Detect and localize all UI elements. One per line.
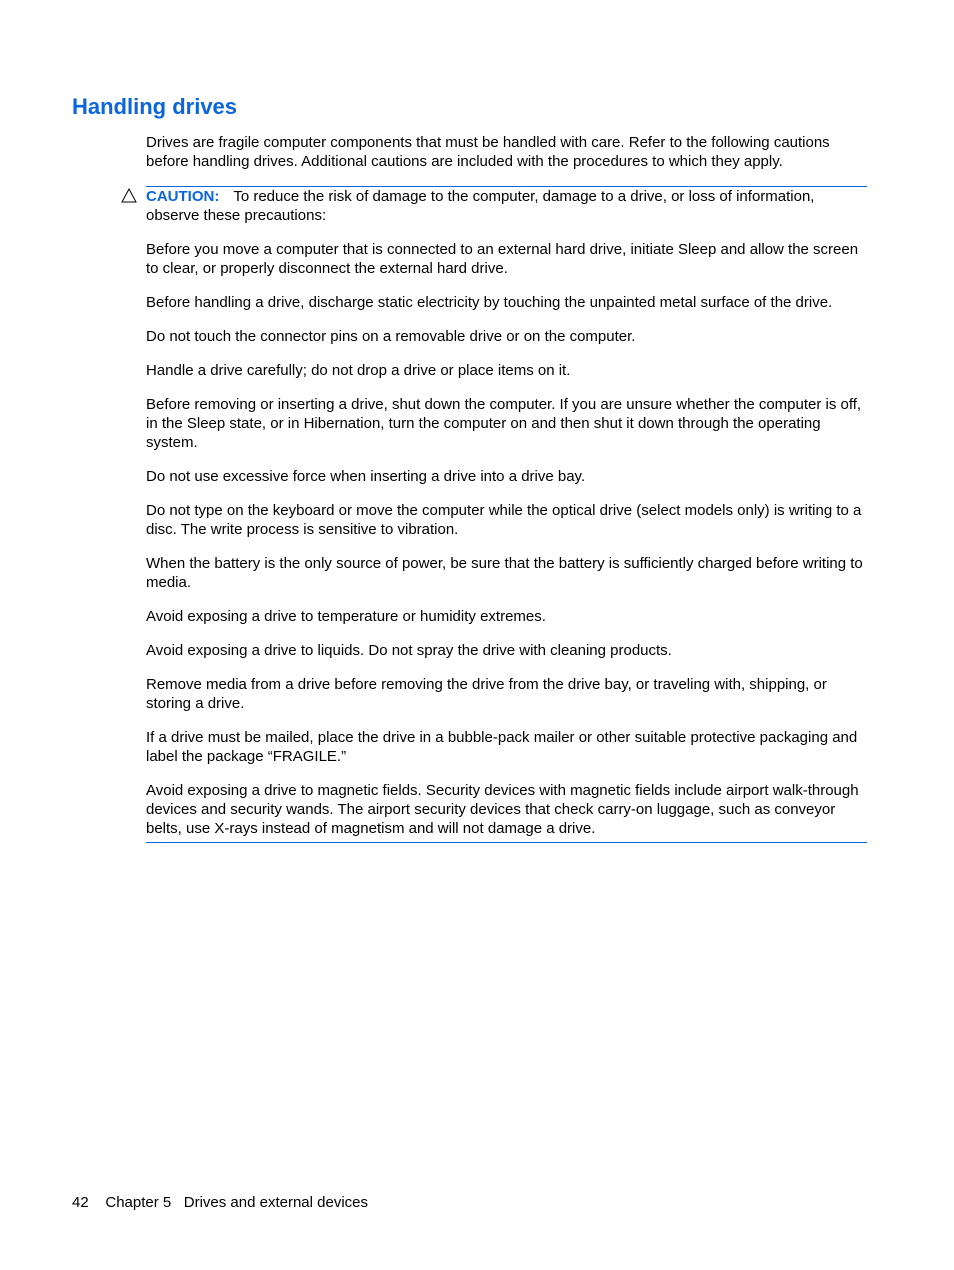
caution-item: Remove media from a drive before removing the drive from the drive bay, or traveling with, shipping, or storing a drive. xyxy=(146,676,827,712)
caution-item: Before handling a drive, discharge static electricity by touching the unpainted metal surface of the drive. xyxy=(146,294,833,311)
caution-item: Do not touch the connector pins on a removable drive or on the computer. xyxy=(146,328,636,345)
caution-item: If a drive must be mailed, place the drive in a bubble-pack mailer or other suitable protective packaging and label the package “FRAGILE.” xyxy=(146,729,858,765)
caution-item: Avoid exposing a drive to magnetic fields. Security devices with magnetic fields include airport walk-through devices and security wands. The airport security devices that check carry-on luggage, such as conveyor belts, use X-rays instead of magnetism and will not damage a drive. xyxy=(146,782,859,837)
footer-chapter-title: Drives and external devices xyxy=(183,1194,369,1211)
footer-chapter: Chapter 5 xyxy=(105,1194,172,1211)
page-footer xyxy=(72,1193,368,1212)
caution-item: Do not type on the keyboard or move the computer while the optical drive (select models only) is writing to a disc. The write process is sensitive to vibration. xyxy=(146,502,862,538)
caution-item: Handle a drive carefully; do not drop a drive or place items on it. xyxy=(146,362,571,379)
intro-paragraph: Drives are fragile computer components that must be handled with care. Refer to the following cautions before handling drives. Additional cautions are included with the procedures to which they apply. xyxy=(146,134,830,170)
caution-lead xyxy=(146,187,867,225)
caution-box xyxy=(146,186,867,843)
caution-item: Avoid exposing a drive to temperature or humidity extremes. xyxy=(146,608,546,625)
page-title: Handling drives xyxy=(72,94,238,119)
caution-item: When the battery is the only source of power, be sure that the battery is sufficiently charged before writing to media. xyxy=(146,555,863,591)
caution-lead-text: To reduce the risk of damage to the computer, damage to a drive, or loss of information, observe these precautions: xyxy=(146,188,815,224)
page-number: 42 xyxy=(72,1194,89,1211)
warning-triangle-icon xyxy=(121,188,137,203)
caution-item: Avoid exposing a drive to liquids. Do not spray the drive with cleaning products. xyxy=(146,642,672,659)
caution-item: Before removing or inserting a drive, shut down the computer. If you are unsure whether the computer is off, in the Sleep state, or in Hibernation, turn the computer on and then shut it down through the operating system. xyxy=(146,396,862,451)
caution-item: Before you move a computer that is connected to an external hard drive, initiate Sleep and allow the screen to clear, or properly disconnect the external hard drive. xyxy=(146,241,859,277)
caution-label: CAUTION: xyxy=(146,188,220,205)
caution-item: Do not use excessive force when inserting a drive into a drive bay. xyxy=(146,468,586,485)
